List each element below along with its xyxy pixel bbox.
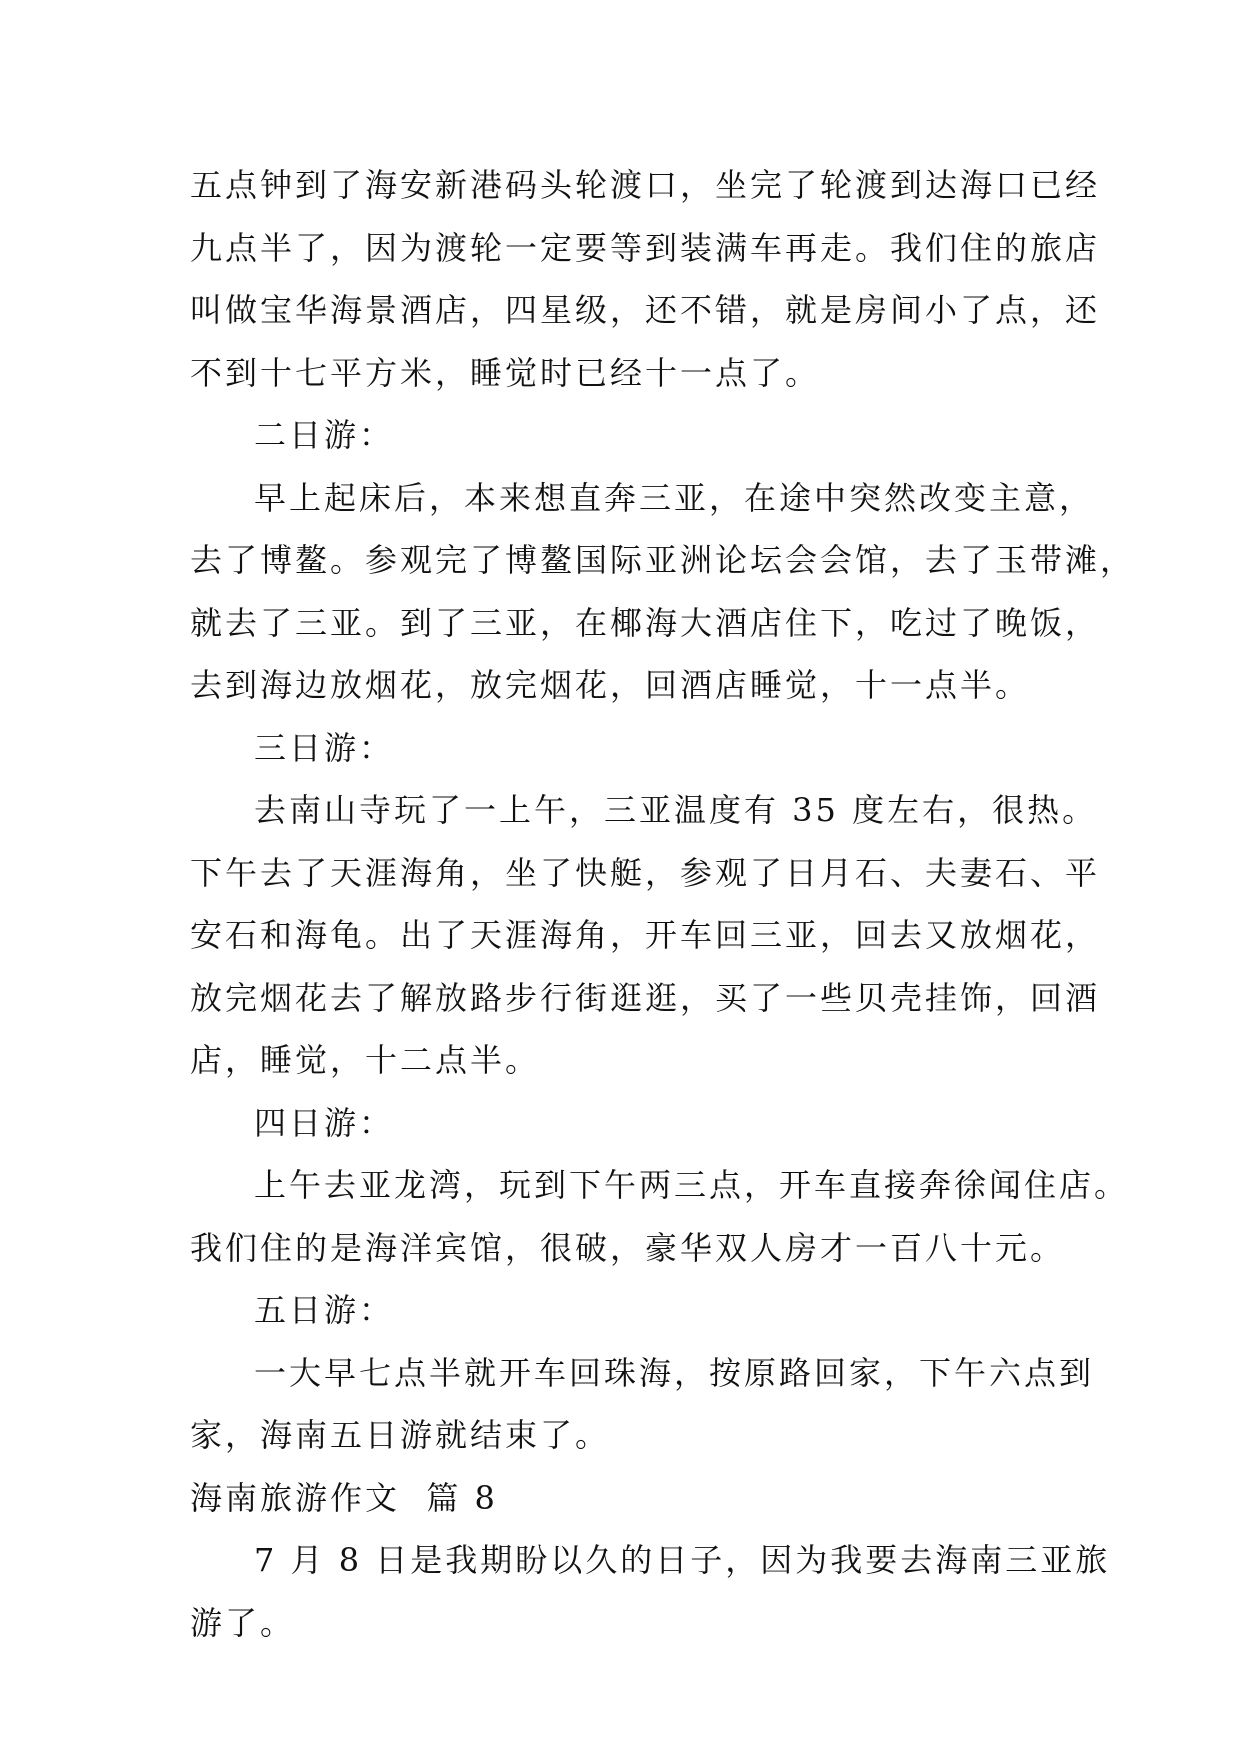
text-line: 游了。 [190,1603,296,1642]
text-line: 安石和海龟。出了天涯海角，开车回三亚，回去又放烟花， [190,916,1101,954]
text-line: 去了博鳌。参观完了博鳌国际亚洲论坛会会馆，去了玉带滩， [190,541,1136,579]
text-line: 早上起床后，本来想直奔三亚，在途中突然改变主意， [254,478,1095,517]
paragraph-day3 [190,779,1101,1092]
text-line: 九点半了，因为渡轮一定要等到装满车再走。我们住的旅店 [190,228,1101,267]
day4-heading: 四日游： [254,1103,395,1142]
text-line: 7 月 8 日是我期盼以久的日子，因为我要去海南三亚旅 [254,1541,1111,1579]
section-title: 海南旅游作文 篇 8 [190,1478,498,1517]
text-line: 家，海南五日游就结束了。 [190,1416,611,1454]
text-line: 放完烟花去了解放路步行街逛逛，买了一些贝壳挂饰，回酒 [190,978,1101,1017]
text-line: 一大早七点半就开车回珠海，按原路回家，下午六点到 [254,1353,1095,1392]
text-line: 下午去了天涯海角，坐了快艇，参观了日月石、夫妻石、平 [190,853,1101,892]
text-line: 上午去亚龙湾，玩到下午两三点，开车直接奔徐闻住店。 [254,1166,1130,1204]
paragraph-day5 [190,1342,1095,1467]
text-line: 就去了三亚。到了三亚，在椰海大酒店住下，吃过了晚饭， [190,603,1101,642]
text-line: 五点钟到了海安新港码头轮渡口，坐完了轮渡到达海口已经 [190,166,1101,204]
day5-heading: 五日游： [254,1291,395,1329]
text-line: 去南山寺玩了一上午，三亚温度有 35 度左右，很热。 [254,791,1098,829]
document-page [190,154,1136,1654]
day2-heading: 二日游： [254,416,395,454]
text-line: 不到十七平方米，睡觉时已经十一点了。 [190,353,821,392]
text-line: 叫做宝华海景酒店，四星级，还不错，就是房间小了点，还 [190,291,1101,329]
paragraph-day2 [190,467,1136,717]
day3-heading: 三日游： [254,728,395,767]
text-line: 我们住的是海洋宾馆，很破，豪华双人房才一百八十元。 [190,1228,1066,1267]
paragraph-day4 [190,1154,1130,1279]
text-line: 店，睡觉，十二点半。 [190,1041,541,1079]
paragraph-section8 [190,1529,1111,1654]
paragraph-arrival [190,154,1101,404]
text-line: 去到海边放烟花，放完烟花，回酒店睡觉，十一点半。 [190,666,1031,704]
